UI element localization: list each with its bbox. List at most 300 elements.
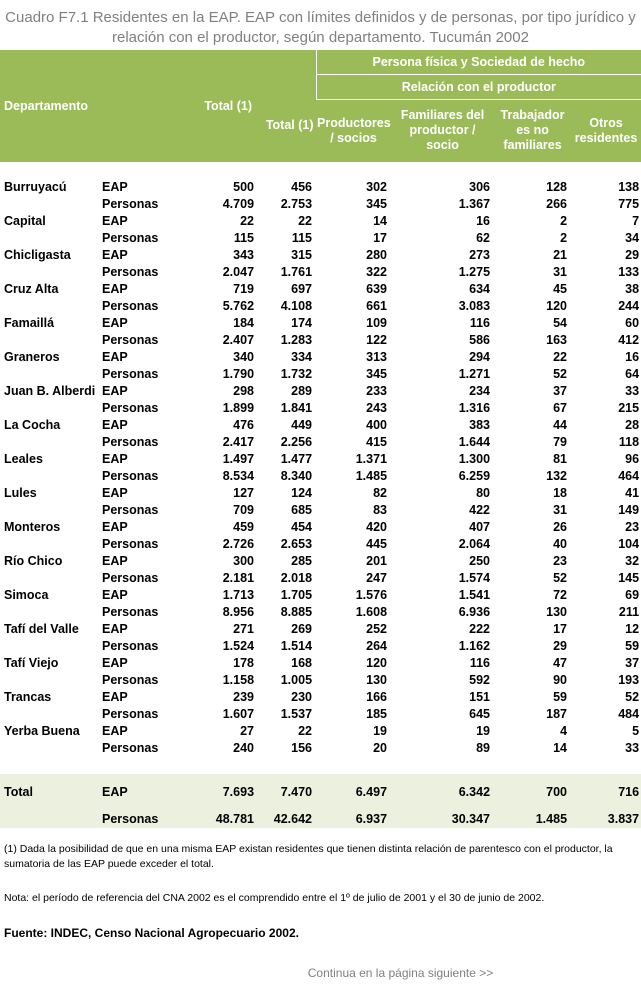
value-cell: 1.275: [458, 265, 491, 279]
value-cell: 211: [618, 605, 640, 619]
value-cell: 62: [476, 231, 491, 245]
value-cell: 3.837: [571, 811, 641, 828]
departamento-cell: Río Chico: [4, 554, 63, 568]
value-cell: 156: [291, 741, 313, 755]
value-cell: 271: [233, 622, 255, 636]
tipo-cell: EAP: [102, 656, 128, 670]
value-cell: 412: [618, 333, 640, 347]
table-row: [0, 417, 641, 434]
value-cell: 407: [469, 520, 491, 534]
value-cell: 273: [469, 248, 491, 262]
table-row: [0, 811, 641, 828]
tipo-cell: EAP: [102, 486, 128, 500]
value-cell: 7.470: [258, 784, 316, 801]
value-cell: 120: [546, 299, 568, 313]
value-cell: 19: [476, 724, 491, 738]
value-cell: 4: [560, 724, 568, 738]
header-total-2: Total (1): [258, 50, 316, 162]
departamento-cell: La Cocha: [4, 418, 61, 432]
value-cell: 1.316: [458, 401, 491, 415]
value-cell: 1.644: [458, 435, 491, 449]
value-cell: 289: [291, 384, 313, 398]
value-cell: 16: [476, 214, 491, 228]
value-cell: 264: [366, 639, 388, 653]
value-cell: 37: [553, 384, 568, 398]
table-row: [0, 366, 641, 383]
value-cell: 1.524: [222, 639, 255, 653]
value-cell: 116: [469, 656, 491, 670]
tipo-cell: Personas: [102, 571, 159, 585]
departamento-cell: [0, 502, 98, 519]
value-cell: 178: [233, 656, 255, 670]
tipo-cell: Personas: [102, 265, 159, 279]
value-cell: 187: [546, 707, 568, 721]
value-cell: 44: [553, 418, 568, 432]
value-cell: 26: [553, 520, 568, 534]
departamento-cell: [0, 468, 98, 485]
table-row: [0, 621, 641, 638]
table-row: [0, 638, 641, 655]
value-cell: 22: [553, 350, 568, 364]
value-cell: 116: [469, 316, 491, 330]
value-cell: 41: [625, 486, 640, 500]
value-cell: 23: [553, 554, 568, 568]
value-cell: 1.841: [280, 401, 313, 415]
table-row: [0, 784, 641, 801]
value-cell: 1.477: [280, 452, 313, 466]
value-cell: 145: [618, 571, 640, 585]
header-departamento: Departamento: [0, 50, 158, 162]
value-cell: 313: [366, 350, 388, 364]
departamento-cell: [0, 332, 98, 349]
value-cell: 31: [553, 265, 568, 279]
table-row: [0, 689, 641, 706]
value-cell: 82: [373, 486, 388, 500]
value-cell: 1.732: [280, 367, 313, 381]
value-cell: 2.726: [222, 537, 255, 551]
tipo-cell: Personas: [98, 811, 158, 828]
tipo-cell: Personas: [102, 367, 159, 381]
departamento-cell: Lules: [4, 486, 37, 500]
value-cell: 233: [366, 384, 388, 398]
tipo-cell: Personas: [102, 469, 159, 483]
value-cell: 1.158: [222, 673, 255, 687]
value-cell: 47: [553, 656, 568, 670]
value-cell: 34: [625, 231, 640, 245]
value-cell: 2.407: [222, 333, 255, 347]
value-cell: 1.283: [280, 333, 313, 347]
table-body: [0, 162, 641, 828]
tipo-cell: Personas: [102, 401, 159, 415]
tipo-cell: Personas: [102, 503, 159, 517]
value-cell: 130: [366, 673, 388, 687]
tipo-cell: EAP: [102, 248, 128, 262]
value-cell: 592: [469, 673, 491, 687]
value-cell: 2.181: [222, 571, 255, 585]
tipo-cell: Personas: [102, 707, 159, 721]
value-cell: 6.497: [316, 784, 391, 801]
value-cell: 1.607: [222, 707, 255, 721]
value-cell: 306: [469, 180, 491, 194]
value-cell: 1.761: [280, 265, 313, 279]
value-cell: 60: [625, 316, 640, 330]
table-row: [0, 383, 641, 400]
value-cell: 16: [625, 350, 640, 364]
value-cell: 29: [625, 248, 640, 262]
header-subgroup: Relación con el productor: [316, 75, 641, 100]
tipo-cell: EAP: [102, 180, 128, 194]
value-cell: 8.956: [222, 605, 255, 619]
value-cell: 115: [233, 231, 255, 245]
value-cell: 18: [553, 486, 568, 500]
table-row: [0, 468, 641, 485]
departamento-cell: [0, 706, 98, 723]
table-row: [0, 196, 641, 213]
value-cell: 38: [625, 282, 640, 296]
value-cell: 12: [625, 622, 640, 636]
value-cell: 298: [233, 384, 255, 398]
value-cell: 30.347: [391, 811, 494, 828]
value-cell: 48.781: [158, 811, 258, 828]
tipo-cell: Personas: [102, 605, 159, 619]
value-cell: 484: [618, 707, 640, 721]
table-row: [0, 723, 641, 740]
table-row: [0, 349, 641, 366]
departamento-cell: Famaillá: [4, 316, 55, 330]
table-row: [0, 451, 641, 468]
departamento-cell: Tafí del Valle: [4, 622, 79, 636]
table-row: [0, 655, 641, 672]
value-cell: 459: [233, 520, 255, 534]
value-cell: 222: [469, 622, 491, 636]
source: Fuente: INDEC, Censo Nacional Agropecuario 2002.: [4, 925, 299, 940]
value-cell: 132: [546, 469, 568, 483]
tipo-cell: Personas: [102, 333, 159, 347]
value-cell: 1.485: [494, 811, 571, 828]
value-cell: 1.514: [280, 639, 313, 653]
value-cell: 22: [298, 724, 313, 738]
value-cell: 72: [553, 588, 568, 602]
value-cell: 138: [618, 180, 640, 194]
departamento-cell: [0, 434, 98, 451]
value-cell: 716: [571, 784, 641, 801]
value-cell: 1.537: [280, 707, 313, 721]
value-cell: 661: [366, 299, 388, 313]
value-cell: 96: [625, 452, 640, 466]
value-cell: 54: [553, 316, 568, 330]
value-cell: 40: [553, 537, 568, 551]
value-cell: 6.259: [458, 469, 491, 483]
value-cell: 252: [366, 622, 388, 636]
value-cell: 445: [366, 537, 388, 551]
value-cell: 415: [366, 435, 388, 449]
data-table: [0, 50, 641, 828]
value-cell: 83: [373, 503, 388, 517]
table-row: [0, 179, 641, 196]
value-cell: 69: [625, 588, 640, 602]
tipo-cell: Personas: [102, 197, 159, 211]
tipo-cell: EAP: [102, 214, 128, 228]
value-cell: 59: [553, 690, 568, 704]
tipo-cell: EAP: [98, 784, 158, 801]
value-cell: 234: [469, 384, 491, 398]
value-cell: 280: [366, 248, 388, 262]
value-cell: 1.485: [355, 469, 388, 483]
value-cell: 250: [469, 554, 491, 568]
value-cell: 500: [233, 180, 255, 194]
table-row: [0, 587, 641, 604]
value-cell: 2.047: [222, 265, 255, 279]
value-cell: 193: [618, 673, 640, 687]
value-cell: 300: [233, 554, 255, 568]
departamento-cell: [0, 536, 98, 553]
value-cell: 2.653: [280, 537, 313, 551]
departamento-cell: [0, 264, 98, 281]
value-cell: 59: [625, 639, 640, 653]
value-cell: 22: [298, 214, 313, 228]
value-cell: 23: [625, 520, 640, 534]
value-cell: 124: [291, 486, 313, 500]
tipo-cell: EAP: [102, 452, 128, 466]
departamento-cell: [0, 811, 98, 828]
value-cell: 17: [553, 622, 568, 636]
value-cell: 104: [618, 537, 640, 551]
value-cell: 20: [373, 741, 388, 755]
tipo-cell: EAP: [102, 282, 128, 296]
value-cell: 1.574: [458, 571, 491, 585]
value-cell: 184: [233, 316, 255, 330]
departamento-cell: [0, 638, 98, 655]
value-cell: 1.608: [355, 605, 388, 619]
value-cell: 130: [546, 605, 568, 619]
tipo-cell: EAP: [102, 690, 128, 704]
tipo-cell: Personas: [102, 299, 159, 313]
value-cell: 697: [291, 282, 313, 296]
value-cell: 294: [469, 350, 491, 364]
tipo-cell: Personas: [102, 639, 159, 653]
table-row: [0, 230, 641, 247]
value-cell: 719: [233, 282, 255, 296]
value-cell: 5.762: [222, 299, 255, 313]
value-cell: 230: [291, 690, 313, 704]
value-cell: 2.753: [280, 197, 313, 211]
value-cell: 400: [366, 418, 388, 432]
departamento-cell: [0, 740, 98, 757]
value-cell: 81: [553, 452, 568, 466]
value-cell: 709: [233, 503, 255, 517]
value-cell: 201: [366, 554, 388, 568]
value-cell: 4.709: [222, 197, 255, 211]
header-productores: Productores / socios: [316, 100, 391, 162]
value-cell: 1.162: [458, 639, 491, 653]
continue-link[interactable]: Continua en la página siguiente >>: [307, 965, 494, 980]
value-cell: 52: [553, 367, 568, 381]
value-cell: 247: [366, 571, 388, 585]
value-cell: 90: [553, 673, 568, 687]
departamento-cell: [0, 230, 98, 247]
value-cell: 42.642: [258, 811, 316, 828]
departamento-cell: Trancas: [4, 690, 52, 704]
value-cell: 64: [625, 367, 640, 381]
value-cell: 1.713: [222, 588, 255, 602]
value-cell: 334: [291, 350, 313, 364]
value-cell: 27: [240, 724, 255, 738]
value-cell: 1.899: [222, 401, 255, 415]
value-cell: 6.937: [316, 811, 391, 828]
value-cell: 31: [553, 503, 568, 517]
table-row: [0, 502, 641, 519]
value-cell: 21: [553, 248, 568, 262]
value-cell: 322: [366, 265, 388, 279]
table-row: [0, 553, 641, 570]
departamento-cell: Cruz Alta: [4, 282, 59, 296]
value-cell: 14: [373, 214, 388, 228]
departamento-cell: Juan B. Alberdi: [4, 384, 96, 398]
table-title: Cuadro F7.1 Residentes en la EAP. EAP con límites definidos y de personas, por tipo jurídico y relación con el productor, según departamento. Tucumán 2002: [5, 9, 636, 46]
departamento-cell: [0, 570, 98, 587]
value-cell: 45: [553, 282, 568, 296]
value-cell: 1.271: [458, 367, 491, 381]
departamento-cell: Chicligasta: [4, 248, 71, 262]
departamento-cell: Graneros: [4, 350, 60, 364]
table-row: [0, 247, 641, 264]
value-cell: 149: [618, 503, 640, 517]
table-row: [0, 706, 641, 723]
value-cell: 8.340: [280, 469, 313, 483]
value-cell: 118: [618, 435, 640, 449]
header-familiares: Familiares del productor / socio: [391, 100, 494, 162]
value-cell: 240: [233, 741, 255, 755]
header-group: Persona física y Sociedad de hecho: [316, 50, 641, 75]
departamento-cell: Leales: [4, 452, 43, 466]
value-cell: 151: [469, 690, 491, 704]
table-row: [0, 213, 641, 230]
value-cell: 685: [291, 503, 313, 517]
departamento-cell: Simoca: [4, 588, 49, 602]
value-cell: 168: [291, 656, 313, 670]
value-cell: 340: [233, 350, 255, 364]
header-otros: Otros residentes: [571, 100, 641, 162]
value-cell: 343: [233, 248, 255, 262]
table-row: [0, 281, 641, 298]
value-cell: 185: [366, 707, 388, 721]
departamento-cell: Burruyacú: [4, 180, 67, 194]
table-row: [0, 672, 641, 689]
value-cell: 422: [469, 503, 491, 517]
value-cell: 1.371: [355, 452, 388, 466]
value-cell: 266: [546, 197, 568, 211]
tipo-cell: EAP: [102, 350, 128, 364]
value-cell: 383: [469, 418, 491, 432]
value-cell: 1.576: [355, 588, 388, 602]
value-cell: 19: [373, 724, 388, 738]
value-cell: 775: [618, 197, 640, 211]
value-cell: 6.936: [458, 605, 491, 619]
value-cell: 2: [560, 231, 568, 245]
tipo-cell: Personas: [102, 741, 159, 755]
value-cell: 37: [625, 656, 640, 670]
value-cell: 122: [366, 333, 388, 347]
value-cell: 3.083: [458, 299, 491, 313]
value-cell: 52: [625, 690, 640, 704]
value-cell: 120: [366, 656, 388, 670]
table-row: [0, 400, 641, 417]
value-cell: 1.300: [458, 452, 491, 466]
departamento-cell: Capital: [4, 214, 46, 228]
departamento-cell: [0, 604, 98, 621]
value-cell: 17: [373, 231, 388, 245]
value-cell: 1.541: [458, 588, 491, 602]
header-total-1: Total (1): [158, 50, 258, 162]
table-row: [0, 485, 641, 502]
value-cell: 464: [618, 469, 640, 483]
value-cell: 22: [240, 214, 255, 228]
departamento-cell: [0, 298, 98, 315]
departamento-cell: Tafí Viejo: [4, 656, 59, 670]
value-cell: 345: [366, 367, 388, 381]
value-cell: 2.256: [280, 435, 313, 449]
value-cell: 700: [494, 784, 571, 801]
value-cell: 1.497: [222, 452, 255, 466]
value-cell: 1.367: [458, 197, 491, 211]
value-cell: 1.705: [280, 588, 313, 602]
value-cell: 345: [366, 197, 388, 211]
tipo-cell: Personas: [102, 537, 159, 551]
tipo-cell: Personas: [102, 673, 159, 687]
table-row: [0, 298, 641, 315]
value-cell: 269: [291, 622, 313, 636]
value-cell: 315: [291, 248, 313, 262]
value-cell: 2.417: [222, 435, 255, 449]
value-cell: 243: [366, 401, 388, 415]
value-cell: 2.018: [280, 571, 313, 585]
tipo-cell: Personas: [102, 435, 159, 449]
value-cell: 33: [625, 384, 640, 398]
table-row: [0, 604, 641, 621]
value-cell: 4.108: [280, 299, 313, 313]
value-cell: 174: [291, 316, 313, 330]
value-cell: 29: [553, 639, 568, 653]
value-cell: 634: [469, 282, 491, 296]
value-cell: 133: [618, 265, 640, 279]
value-cell: 8.534: [222, 469, 255, 483]
value-cell: 2.064: [458, 537, 491, 551]
departamento-cell: Yerba Buena: [4, 724, 80, 738]
value-cell: 79: [553, 435, 568, 449]
departamento-cell: [0, 196, 98, 213]
departamento-cell: Total: [0, 784, 98, 801]
table-row: [0, 434, 641, 451]
value-cell: 244: [618, 299, 640, 313]
value-cell: 7.693: [158, 784, 258, 801]
tipo-cell: EAP: [102, 418, 128, 432]
table-row: [0, 315, 641, 332]
value-cell: 645: [469, 707, 491, 721]
departamento-cell: [0, 672, 98, 689]
value-cell: 163: [546, 333, 568, 347]
value-cell: 239: [233, 690, 255, 704]
value-cell: 8.885: [280, 605, 313, 619]
note: Nota: el período de referencia del CNA 2002 es el comprendido entre el 1º de julio de 2001 y el 30 de junio de 2002.: [4, 891, 545, 904]
table-row: [0, 332, 641, 349]
table-row: [0, 264, 641, 281]
value-cell: 127: [233, 486, 255, 500]
value-cell: 6.342: [391, 784, 494, 801]
value-cell: 80: [476, 486, 491, 500]
tipo-cell: Personas: [102, 231, 159, 245]
tipo-cell: EAP: [102, 316, 128, 330]
value-cell: 14: [553, 741, 568, 755]
